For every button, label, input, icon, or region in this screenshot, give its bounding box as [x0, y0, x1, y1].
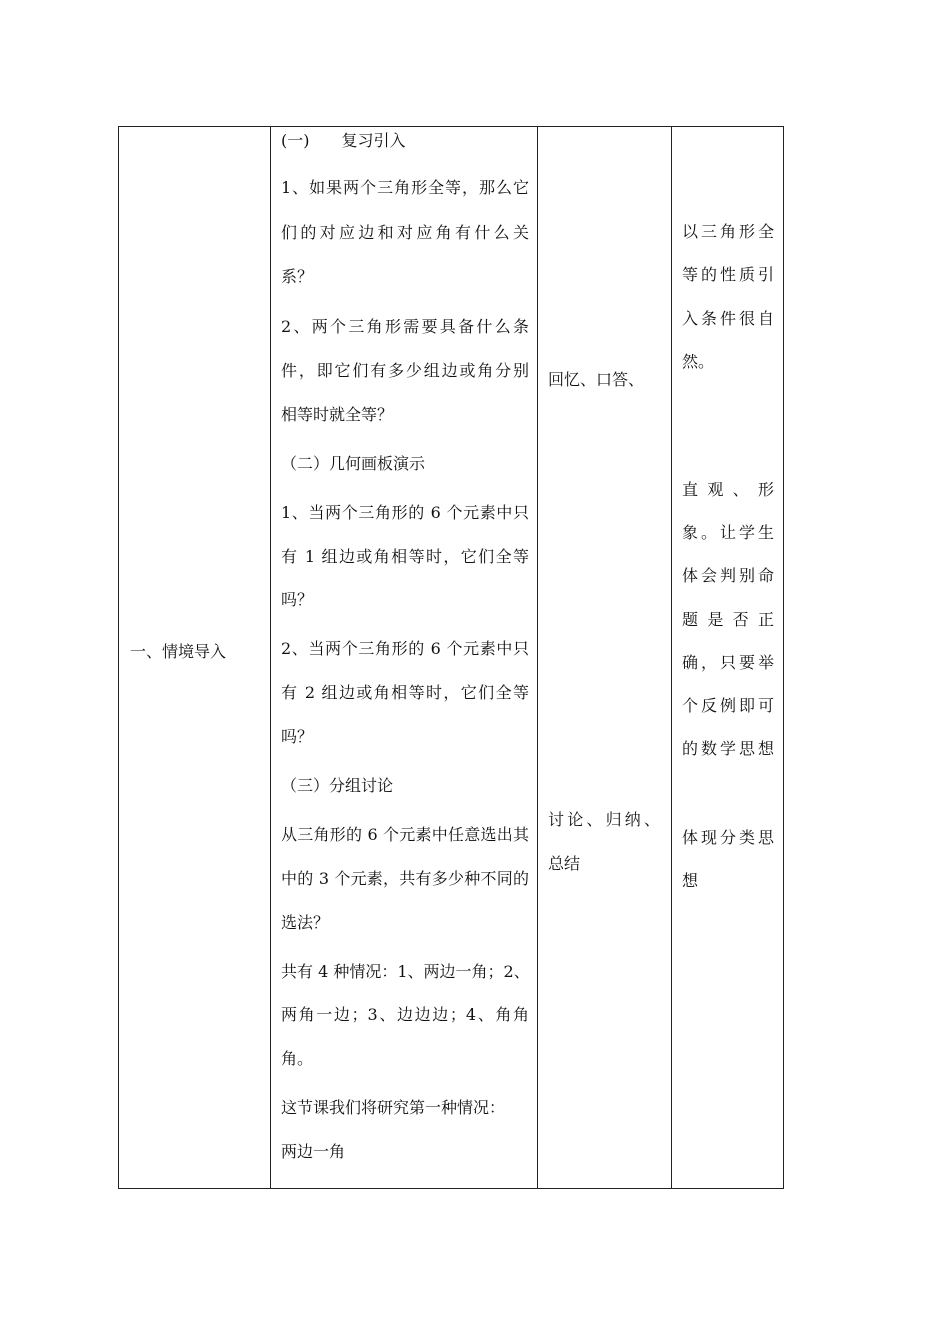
column-divider [671, 127, 672, 1188]
intent-line: 的数学思想 [682, 739, 774, 758]
section-heading-discussion: （三）分组讨论 [281, 776, 394, 795]
discussion-line: 两角一边；3、边边边；4、角角 [281, 1005, 529, 1024]
intent-line: 体会判别命 [682, 566, 774, 585]
intent-line: 然。 [682, 352, 715, 371]
question-line: 件，即它们有多少组边或角分别 [281, 361, 529, 380]
question-line: 系？ [281, 267, 314, 286]
summary-line: 两边一角 [281, 1142, 346, 1161]
student-activity: 总结 [548, 854, 581, 873]
column-divider [537, 127, 538, 1188]
discussion-line: 角。 [281, 1049, 314, 1068]
demo-line: 吗？ [281, 590, 314, 609]
intent-line: 题是否正 [682, 610, 774, 629]
summary-line: 这节课我们将研究第一种情况： [281, 1098, 506, 1117]
intent-line: 个反例即可 [682, 696, 774, 715]
demo-line: 吗？ [281, 727, 314, 746]
question-line: 1、如果两个三角形全等，那么它 [281, 178, 529, 197]
section-heading-review: (一) 复习引入 [281, 131, 406, 150]
intent-line: 确，只要举 [682, 653, 774, 672]
intent-line: 想 [682, 871, 699, 890]
intent-line: 直观、形 [682, 480, 774, 499]
intent-line: 体现分类思 [682, 828, 774, 847]
demo-line: 1、当两个三角形的 6 个元素中只 [281, 503, 529, 522]
demo-line: 2、当两个三角形的 6 个元素中只 [281, 639, 529, 658]
intent-line: 等的性质引 [682, 265, 774, 284]
intent-line: 象。让学生 [682, 523, 774, 542]
stage-label: 一、情境导入 [130, 642, 227, 661]
intent-line: 以三角形全 [682, 222, 774, 241]
column-divider [270, 127, 271, 1188]
discussion-line: 选法？ [281, 913, 330, 932]
question-line: 相等时就全等？ [281, 405, 394, 424]
student-activity: 回忆、口答、 [548, 370, 645, 389]
demo-line: 有 2 组边或角相等时，它们全等 [281, 683, 529, 702]
discussion-line: 中的 3 个元素，共有多少种不同的 [281, 869, 529, 888]
discussion-line: 共有 4 种情况：1、两边一角；2、 [281, 962, 530, 981]
student-activity: 讨论、归纳、 [548, 810, 660, 829]
question-line: 们的对应边和对应角有什么关 [281, 223, 529, 242]
intent-line: 入条件很自 [682, 309, 774, 328]
question-line: 2、两个三角形需要具备什么条 [281, 317, 529, 336]
demo-line: 有 1 组边或角相等时，它们全等 [281, 547, 529, 566]
discussion-line: 从三角形的 6 个元素中任意选出其 [281, 825, 529, 844]
section-heading-demo: （二）几何画板演示 [281, 454, 426, 473]
